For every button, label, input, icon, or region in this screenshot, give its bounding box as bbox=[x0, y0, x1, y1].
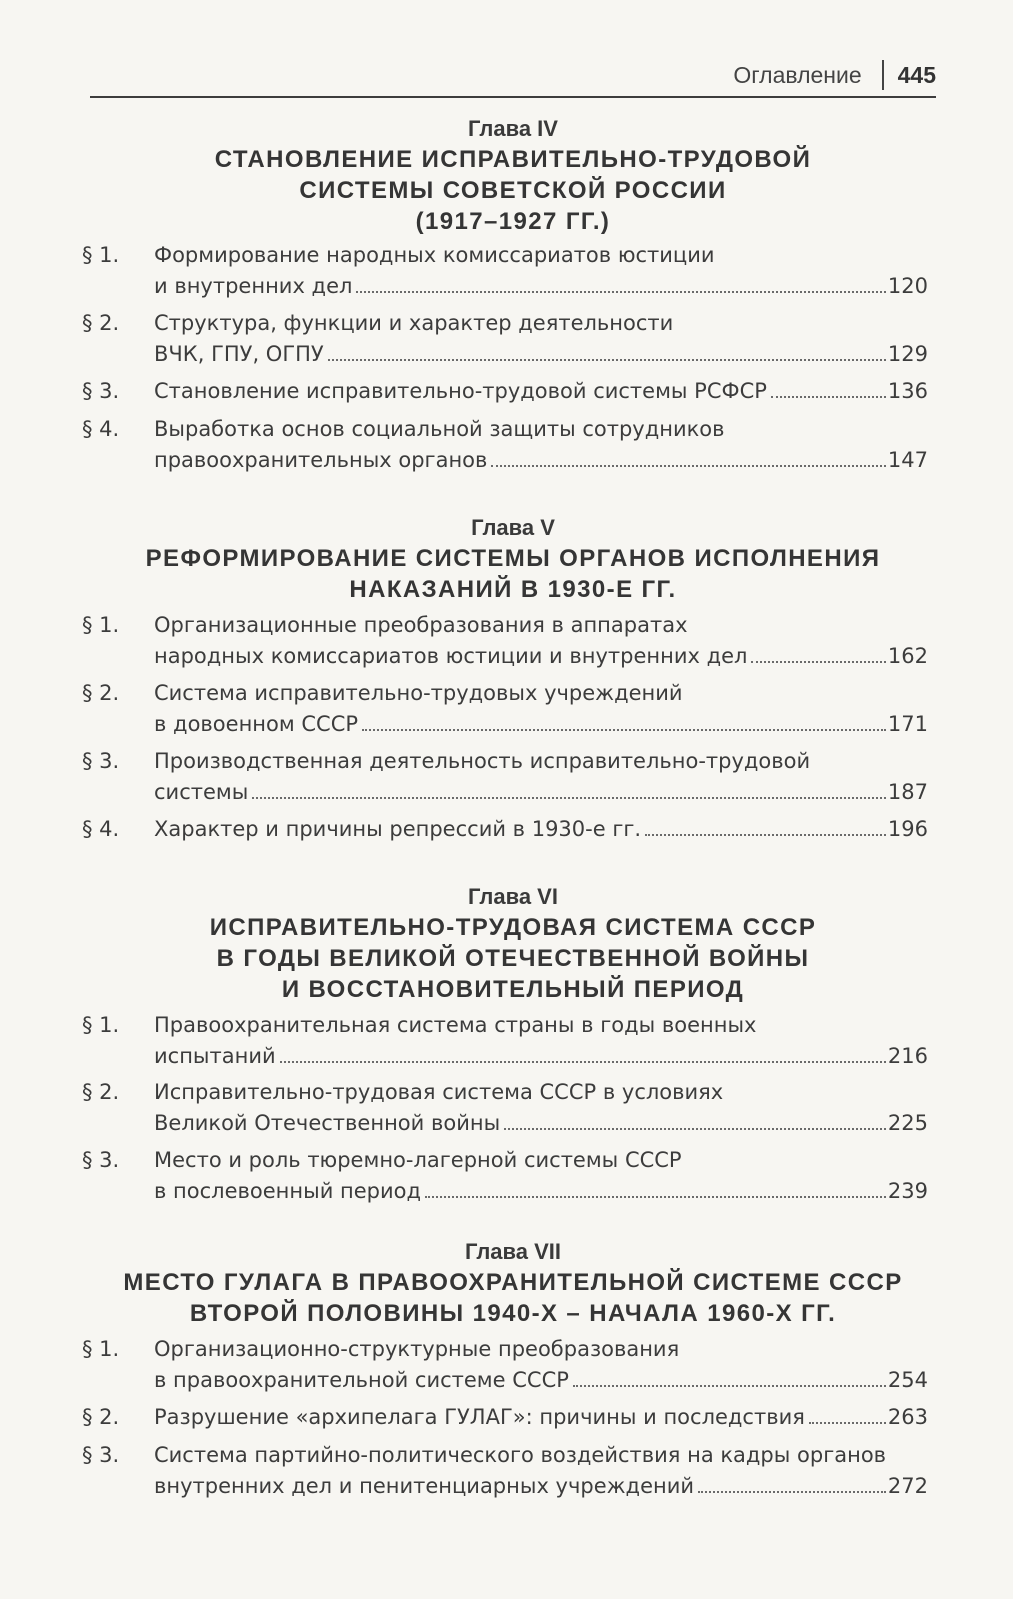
chapter-title-line: СИСТЕМЫ СОВЕТСКОЙ РОССИИ bbox=[299, 177, 727, 204]
chapter-heading bbox=[90, 513, 936, 605]
dot-leader bbox=[362, 729, 886, 731]
entry-text-line: Система партийно-политического воздействия на кадры органов bbox=[154, 1443, 887, 1467]
entry-text-line: Структура, функции и характер деятельности bbox=[154, 311, 674, 335]
entry-text-line: Место и роль тюремно-лагерной системы СССР bbox=[154, 1148, 682, 1172]
entry-page-number: 225 bbox=[887, 1111, 928, 1135]
toc-entry[interactable] bbox=[82, 308, 928, 370]
dot-leader bbox=[425, 1196, 886, 1198]
entry-text-line: системы bbox=[154, 780, 249, 804]
entry-page-number: 254 bbox=[887, 1368, 928, 1392]
dot-leader bbox=[573, 1385, 886, 1387]
entry-text-line: правоохранительных органов bbox=[154, 448, 488, 472]
entry-text-line: Система исправительно-трудовых учреждений bbox=[154, 681, 683, 705]
entry-text-line: Организационные преобразования в аппаратах bbox=[154, 613, 688, 637]
entry-text-line: Правоохранительная система страны в годы военных bbox=[154, 1013, 757, 1037]
dot-leader bbox=[491, 465, 886, 467]
entry-text-line: Великой Отечественной войны bbox=[154, 1111, 501, 1135]
chapter-label: Глава IV bbox=[468, 116, 558, 141]
toc-entry[interactable] bbox=[82, 414, 928, 476]
toc-entry[interactable] bbox=[82, 678, 928, 740]
section-number: § 1. bbox=[82, 1337, 120, 1361]
chapter-title-line: РЕФОРМИРОВАНИЕ СИСТЕМЫ ОРГАНОВ ИСПОЛНЕНИЯ bbox=[145, 545, 881, 572]
entry-text-line: в довоенном СССР bbox=[154, 712, 359, 736]
toc-entry[interactable] bbox=[82, 240, 928, 302]
section-number: § 2. bbox=[82, 311, 120, 335]
section-number: § 3. bbox=[82, 749, 120, 773]
section-number: § 4. bbox=[82, 817, 120, 841]
toc-entry[interactable] bbox=[82, 814, 928, 845]
page-number: 445 bbox=[897, 62, 936, 88]
entry-text-line: ВЧК, ГПУ, ОГПУ bbox=[154, 342, 324, 366]
dot-leader bbox=[356, 291, 885, 293]
entry-page-number: 272 bbox=[887, 1474, 928, 1498]
entry-page-number: 129 bbox=[887, 342, 928, 366]
entry-text-line: Производственная деятельность исправительно-трудовой bbox=[154, 749, 811, 773]
dot-leader bbox=[280, 1061, 886, 1063]
dot-leader bbox=[751, 661, 885, 663]
chapter-heading bbox=[90, 114, 936, 237]
entry-page-number: 171 bbox=[887, 712, 928, 736]
entry-text-line: Формирование народных комиссариатов юстиции bbox=[154, 243, 715, 267]
entry-text-line: Выработка основ социальной защиты сотрудников bbox=[154, 417, 725, 441]
entry-page-number: 162 bbox=[887, 644, 928, 668]
dot-leader bbox=[698, 1491, 886, 1493]
entry-text-line: Характер и причины репрессий в 1930-е гг. bbox=[154, 817, 642, 841]
running-header-section: Оглавление bbox=[733, 62, 862, 88]
section-number: § 1. bbox=[82, 613, 120, 637]
entry-page-number: 216 bbox=[887, 1044, 928, 1068]
chapter-heading bbox=[90, 1237, 936, 1329]
entry-page-number: 147 bbox=[887, 448, 928, 472]
toc-entry[interactable] bbox=[82, 1402, 928, 1433]
chapter-title-line: МЕСТО ГУЛАГА В ПРАВООХРАНИТЕЛЬНОЙ СИСТЕМЕ СССР bbox=[123, 1269, 903, 1296]
section-number: § 3. bbox=[82, 1148, 120, 1172]
entry-text-line: и внутренних дел bbox=[154, 274, 353, 298]
dot-leader bbox=[645, 834, 886, 836]
section-number: § 2. bbox=[82, 681, 120, 705]
toc-entry[interactable] bbox=[82, 1077, 928, 1139]
chapter-title-line: НАКАЗАНИЙ В 1930-Е ГГ. bbox=[349, 576, 677, 603]
toc-entry[interactable] bbox=[82, 1334, 928, 1396]
toc-entry[interactable] bbox=[82, 1145, 928, 1207]
section-number: § 1. bbox=[82, 243, 120, 267]
chapter-title-line: (1917–1927 ГГ.) bbox=[415, 208, 611, 235]
section-number: § 4. bbox=[82, 417, 120, 441]
chapter-label: Глава VII bbox=[464, 1239, 562, 1264]
section-number: § 2. bbox=[82, 1405, 120, 1429]
dot-leader bbox=[328, 359, 886, 361]
toc-entry[interactable] bbox=[82, 1010, 928, 1072]
chapter-title-line: СТАНОВЛЕНИЕ ИСПРАВИТЕЛЬНО-ТРУДОВОЙ bbox=[214, 146, 812, 173]
chapter-title-line: ВТОРОЙ ПОЛОВИНЫ 1940-Х – НАЧАЛА 1960-Х ГГ. bbox=[189, 1300, 837, 1327]
chapter-heading bbox=[90, 882, 936, 1005]
entry-text-line: внутренних дел и пенитенциарных учреждений bbox=[154, 1474, 695, 1498]
dot-leader bbox=[809, 1422, 886, 1424]
entry-text-line: народных комиссариатов юстиции и внутренних дел bbox=[154, 644, 748, 668]
entry-text-line: в послевоенный период bbox=[154, 1179, 422, 1203]
entry-page-number: 196 bbox=[887, 817, 928, 841]
dot-leader bbox=[771, 396, 886, 398]
entry-text-line: испытаний bbox=[154, 1044, 276, 1068]
entry-page-number: 136 bbox=[887, 379, 928, 403]
entry-page-number: 187 bbox=[887, 780, 928, 804]
entry-page-number: 239 bbox=[887, 1179, 928, 1203]
running-header bbox=[90, 62, 936, 98]
toc-entry[interactable] bbox=[82, 746, 928, 808]
toc-entry[interactable] bbox=[82, 610, 928, 672]
section-number: § 3. bbox=[82, 379, 120, 403]
section-number: § 2. bbox=[82, 1080, 120, 1104]
chapter-title-line: ИСПРАВИТЕЛЬНО-ТРУДОВАЯ СИСТЕМА СССР bbox=[209, 914, 817, 941]
entry-page-number: 263 bbox=[887, 1405, 928, 1429]
dot-leader bbox=[504, 1128, 886, 1130]
toc-entry[interactable] bbox=[82, 376, 928, 407]
entry-text-line: Становление исправительно-трудовой системы РСФСР bbox=[154, 379, 767, 403]
chapter-title-line: И ВОССТАНОВИТЕЛЬНЫЙ ПЕРИОД bbox=[281, 976, 745, 1003]
chapter-title-line: В ГОДЫ ВЕЛИКОЙ ОТЕЧЕСТВЕННОЙ ВОЙНЫ bbox=[216, 945, 810, 972]
chapter-label: Глава V bbox=[471, 515, 555, 540]
header-separator bbox=[882, 60, 884, 90]
chapter-label: Глава VI bbox=[468, 884, 558, 909]
entry-text-line: Исправительно-трудовая система СССР в условиях bbox=[154, 1080, 724, 1104]
entry-text-line: в правоохранительной системе СССР bbox=[154, 1368, 569, 1392]
entry-page-number: 120 bbox=[887, 274, 928, 298]
entry-text-line: Разрушение «архипелага ГУЛАГ»: причины и последствия bbox=[154, 1405, 805, 1429]
entry-text-line: Организационно-структурные преобразования bbox=[154, 1337, 680, 1361]
section-number: § 1. bbox=[82, 1013, 120, 1037]
section-number: § 3. bbox=[82, 1443, 120, 1467]
toc-entry[interactable] bbox=[82, 1440, 928, 1502]
dot-leader bbox=[252, 797, 886, 799]
